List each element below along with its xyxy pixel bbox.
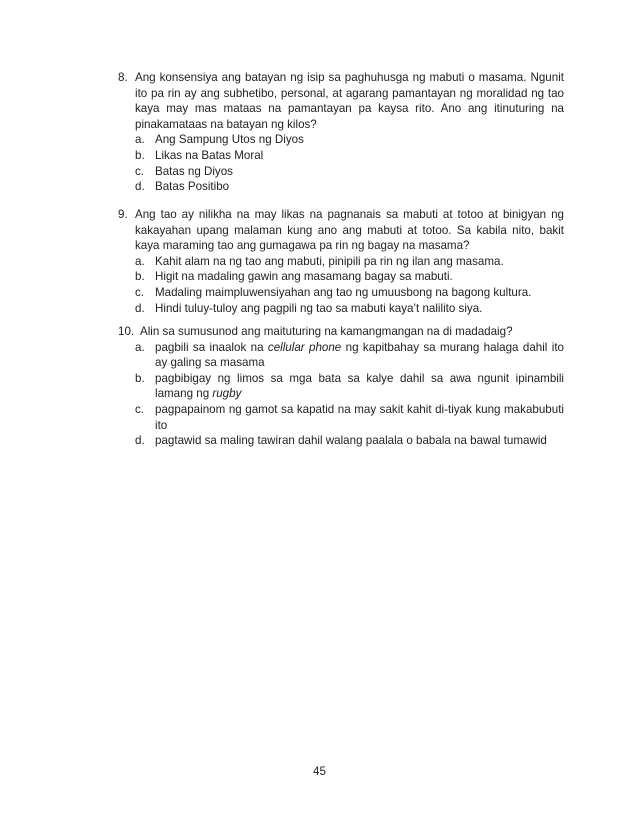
option-b: b. pagbibigay ng limos sa mga bata sa kalye dahil sa awa ngunit ipinambili lamang ng rugby [135, 371, 564, 401]
question-9 [118, 207, 564, 316]
question-number: 10. [118, 325, 135, 338]
question-8 [118, 70, 564, 195]
option-a: a. Ang Sampung Utos ng Diyos [135, 133, 304, 147]
option-b: b. Higit na madaling gawin ang masamang bagay sa mabuti. [135, 270, 453, 284]
option-c: c. pagpapainom ng gamot sa kapatid na may sakit kahit di-tiyak kung makabubuti ito [135, 402, 564, 432]
question-text: Ang tao ay nilikha na may likas na pagnanais sa mabuti at totoo at binigyan ng kakayahan upang malaman kung ano ang mabuti at totoo. Sa kabila nito, bakit kaya maraming tao ang gumagawa pa rin ng bagay na masama? [135, 208, 564, 253]
option-c: c. Batas ng Diyos [135, 164, 233, 178]
option-d: d. Batas Positibo [135, 180, 230, 194]
question-number: 9. [118, 208, 128, 221]
question-text: Alin sa sumusunod ang maituturing na kamangmangan na di madadaig? [140, 325, 513, 338]
page-number: 45 [313, 765, 326, 778]
option-c: c. Madaling maimpluwensiyahan ang tao ng umuusbong na bagong kultura. [135, 285, 532, 299]
option-a: a. Kahit alam na ng tao ang mabuti, pinipili pa rin ng ilan ang masama. [135, 254, 504, 268]
option-d: d. Hindi tuluy-tuloy ang pagpili ng tao sa mabuti kaya’t nalilito siya. [135, 301, 483, 315]
option-d: d. pagtawid sa maling tawiran dahil walang paalala o babala na bawal tumawid [135, 434, 547, 448]
option-a: a. pagbili sa inaalok na cellular phone ng kapitbahay sa murang halaga dahil ito ay galing sa masama [135, 340, 564, 370]
question-text: Ang konsensiya ang batayan ng isip sa paghuhusga ng mabuti o masama. Ngunit ito pa rin ay ang subhetibo, personal, at agarang pamantayan ng moralidad ng tao kaya may mas mataas na pamantayan pa kaysa rito. Ano ang itinuturing na pinakamataas na batayan ng kilos? [135, 71, 564, 131]
question-number: 8. [118, 71, 128, 84]
option-b: b. Likas na Batas Moral [135, 148, 264, 162]
question-10 [118, 324, 564, 449]
